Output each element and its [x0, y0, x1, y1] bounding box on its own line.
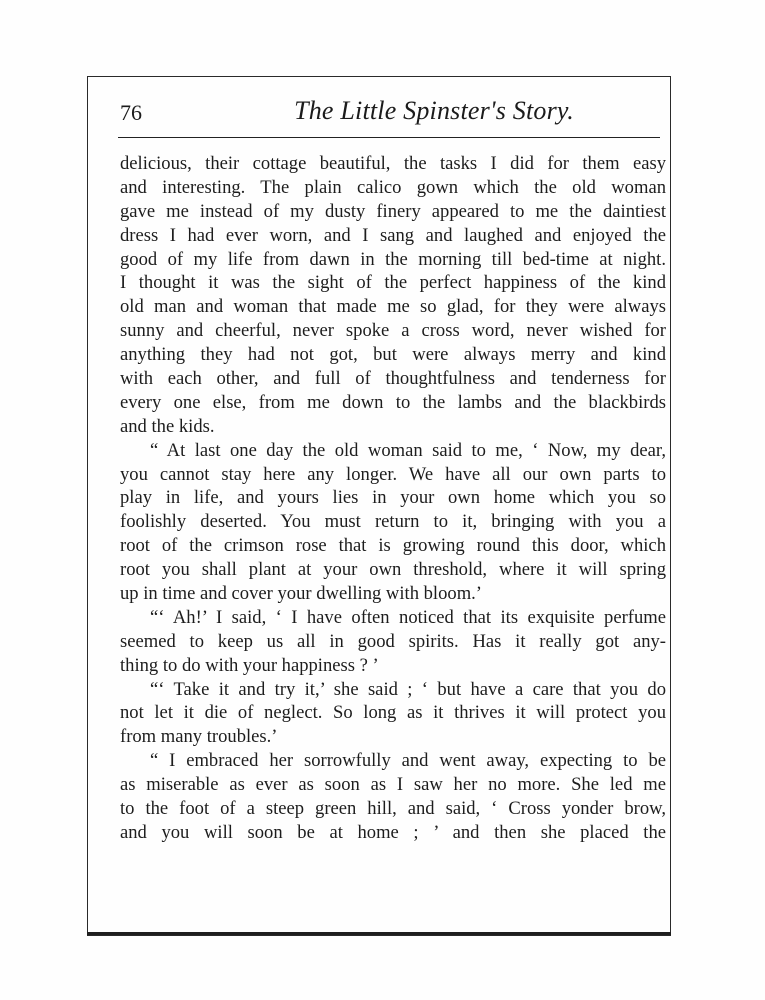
text-line: as miserable as ever as soon as I saw her no more. She led me	[120, 774, 666, 796]
text-line: anything they had not got, but were always merry and kind	[120, 344, 666, 366]
text-line: seemed to keep us all in good spirits. Has it really got any-	[120, 630, 666, 652]
page-number: 76	[120, 100, 142, 125]
text-line: good of my life from dawn in the morning till bed-time at night.	[120, 248, 666, 270]
text-line: play in life, and yours lies in your own home which you so	[120, 487, 666, 509]
text-line: “‘ Ah!’ I said, ‘ I have often noticed that its exquisite perfume	[150, 606, 666, 628]
text-line: with each other, and full of thoughtfulness and tenderness for	[120, 368, 666, 390]
text-line: from many troubles.’	[120, 726, 278, 748]
text-line: foolishly deserted. You must return to it, bringing with you a	[120, 511, 666, 533]
text-line: root of the crimson rose that is growing round this door, which	[120, 535, 666, 557]
running-title: The Little Spinster's Story.	[294, 96, 574, 125]
text-line: “‘ Take it and try it,’ she said ; ‘ but have a care that you do	[150, 678, 666, 700]
text-line: not let it die of neglect. So long as it thrives it will protect you	[120, 702, 666, 724]
text-line: “ I embraced her sorrowfully and went away, expecting to be	[150, 750, 666, 772]
text-line: delicious, their cottage beautiful, the tasks I did for them easy	[120, 153, 666, 174]
text-line: up in time and cover your dwelling with bloom.’	[120, 583, 482, 605]
text-line: you cannot stay here any longer. We have all our own parts to	[120, 463, 666, 485]
text-line: and interesting. The plain calico gown which the old woman	[120, 176, 666, 198]
header-rule	[118, 137, 660, 138]
page-header	[118, 96, 654, 132]
text-line: to the foot of a steep green hill, and said, ‘ Cross yonder brow,	[120, 798, 666, 820]
text-line: dress I had ever worn, and I sang and laughed and enjoyed the	[120, 224, 666, 246]
text-line: “ At last one day the old woman said to me, ‘ Now, my dear,	[150, 439, 666, 461]
text-line: gave me instead of my dusty finery appeared to me the daintiest	[120, 200, 666, 222]
text-line: thing to do with your happiness ? ’	[120, 654, 379, 676]
text-line: old man and woman that made me so glad, for they were always	[120, 296, 666, 318]
text-line: sunny and cheerful, never spoke a cross word, never wished for	[120, 320, 666, 342]
text-line: every one else, from me down to the lambs and the blackbirds	[120, 391, 666, 413]
text-line: and you will soon be at home ; ’ and then she placed the	[120, 821, 666, 843]
body-text	[120, 152, 666, 845]
text-line: root you shall plant at your own threshold, where it will spring	[120, 559, 666, 581]
text-line: I thought it was the sight of the perfect happiness of the kind	[120, 272, 666, 294]
text-line: and the kids.	[120, 415, 215, 437]
bottom-border-rule	[87, 932, 671, 935]
